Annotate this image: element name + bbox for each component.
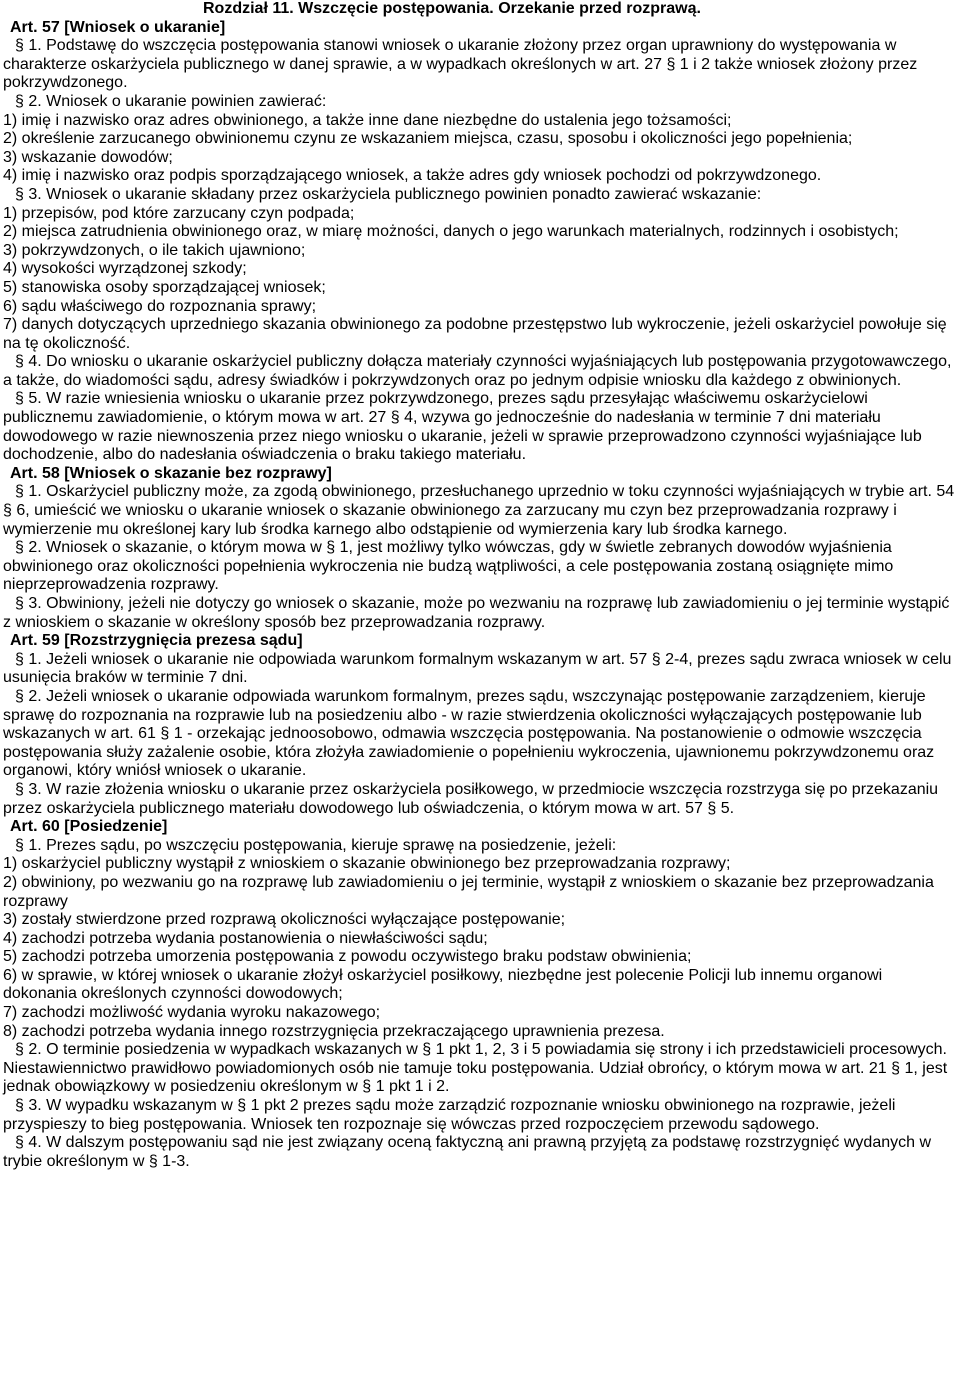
chapter-title: Rozdział 11. Wszczęcie postępowania. Orzekanie przed rozprawą.: [203, 0, 701, 17]
art60-paragraph-4: § 4. W dalszym postępowaniu sąd nie jest związany oceną faktyczną ani prawną przyjętą za podstawę rozstrzygnięć wydanych w trybie określonym w § 1-3.: [3, 1134, 932, 1170]
art60-p1-item: 8) zachodzi potrzeba wydania innego rozstrzygnięcia przekraczającego uprawnienia prezesa.: [3, 1022, 665, 1040]
article-57-title: Art. 57 [Wniosek o ukaranie]: [10, 18, 226, 36]
art60-p1-item: 1) oskarżyciel publiczny wystąpił z wnioskiem o skazanie obwinionego bez przeprowadzania rozprawy;: [3, 855, 731, 873]
art57-paragraph-1: § 1. Podstawę do wszczęcia postępowania stanowi wniosek o ukaranie złożony przez organ uprawniony do występowania w charakterze oskarżyciela publicznego w danej sprawie, a w wypadkach określonych w art. 27 § 1 i 2 także wniosek złożony przez pokrzywdzonego.: [3, 37, 918, 92]
art60-p1-item: 2) obwiniony, po wezwaniu go na rozprawę lub zawiadomieniu o jej terminie, wystąpił z wnioskiem o skazanie bez przeprowadzania rozprawy: [3, 873, 934, 910]
art60-p1-item: 7) zachodzi możliwość wydania wyroku nakazowego;: [3, 1004, 381, 1022]
art57-p2-item: 4) imię i nazwisko oraz podpis sporządzającego wniosek, a także adres gdy wniosek pochodzi od pokrzywdzonego.: [3, 167, 822, 185]
art57-paragraph-3: § 3. Wniosek o ukaranie składany przez oskarżyciela publicznego powinien ponadto zawierać wskazanie:: [15, 185, 762, 203]
article-58-title: Art. 58 [Wniosek o skazanie bez rozprawy]: [10, 464, 332, 482]
art60-p1-item: 3) zostały stwierdzone przed rozprawą okoliczności wyłączające postępowanie;: [3, 911, 566, 929]
art58-paragraph-2: § 2. Wniosek o skazanie, o którym mowa w § 1, jest możliwy tylko wówczas, gdy w świetle zebranych dowodów wyjaśnienia obwinionego oraz okoliczności popełnienia wykroczenia nie budzą wątpliwości, a cele postępowania zostaną osiągnięte mimo nieprzeprowadzenia rozprawy.: [3, 539, 894, 594]
art57-paragraph-2: § 2. Wniosek o ukaranie powinien zawierać:: [15, 92, 327, 110]
art57-p2-item: 2) określenie zarzucanego obwinionemu czynu ze wskazaniem miejsca, czasu, sposobu i okoliczności jego popełnienia;: [3, 130, 853, 148]
art57-p3-item: 6) sądu właściwego do rozpoznania sprawy;: [3, 297, 317, 315]
article-60-title: Art. 60 [Posiedzenie]: [10, 818, 168, 836]
art57-p2-item: 3) wskazanie dowodów;: [3, 148, 173, 166]
art58-paragraph-1: § 1. Oskarżyciel publiczny może, za zgodą obwinionego, przesłuchanego uprzednio w toku czynności wyjaśniających w trybie art. 54 § 6, umieścić we wniosku o ukaranie wniosek o skazanie obwinionego za zarzucany mu czyn bez przeprowadzania rozprawy i wymierzenie mu określonej kary lub środka karnego albo odstąpienie od wymierzenia kary lub środka karnego.: [3, 483, 955, 538]
art60-paragraph-1: § 1. Prezes sądu, po wszczęciu postępowania, kieruje sprawę na posiedzenie, jeżeli:: [15, 836, 617, 854]
art57-paragraph-5: § 5. W razie wniesienia wniosku o ukaranie przez pokrzywdzonego, prezes sądu przesyłając właściwemu oskarżycielowi publicznemu zawiadomienie, o którym mowa w art. 27 § 4, wzywa go jednocześnie do nadesłania w terminie 7 dni materiału dowodowego w razie niewnoszenia przez niego wniosku o ukaranie, jeżeli w sprawie przeprowadzono czynności wyjaśniające lub dochodzenie, albo do nadesłania oświadczenia o braku takiego materiału.: [3, 390, 922, 464]
article-59-title: Art. 59 [Rozstrzygnięcia prezesa sądu]: [10, 632, 303, 650]
art60-p1-item: 5) zachodzi potrzeba umorzenia postępowania z powodu oczywistego braku podstaw obwinienia;: [3, 948, 692, 966]
art57-p2-item: 1) imię i nazwisko oraz adres obwinionego, a także inne dane niezbędne do ustalenia jego tożsamości;: [3, 111, 732, 129]
art57-paragraph-4: § 4. Do wniosku o ukaranie oskarżyciel publiczny dołącza materiały czynności wyjaśniających lub postępowania przygotowawczego, a także, do wiadomości sądu, adresy świadków i pokrzywdzonych oraz po jednym odpisie wniosku dla każdego z obwinionych.: [3, 353, 952, 389]
art57-p3-item: 7) danych dotyczących uprzedniego skazania obwinionego za podobne przestępstwo lub wykroczenie, jeżeli oskarżyciel powołuje się na tę okoliczność.: [3, 316, 947, 352]
art59-paragraph-2: § 2. Jeżeli wniosek o ukaranie odpowiada warunkom formalnym, prezes sądu, wszczynając postępowanie zarządzeniem, kieruje sprawę do rozpoznania na rozprawie lub na posiedzeniu albo - w razie stwierdzenia okoliczności wyłączających postępowanie lub wskazanych w art. 61 § 1 - orzekając jednoosobowo, odmawia wszczęcia postępowania. Na postanowienie o odmowie wszczęcia postępowania służy zażalenie osobie, która złożyła zawiadomienie o popełnieniu wykroczenia, ujawnionemu pokrzywdzonemu oraz organowi, który wniósł wniosek o ukaranie.: [3, 687, 935, 780]
art60-p1-item: 4) zachodzi potrzeba wydania postanowienia o niewłaściwości sądu;: [3, 929, 488, 947]
art59-paragraph-1: § 1. Jeżeli wniosek o ukaranie nie odpowiada warunkom formalnym wskazanym w art. 57 § 2-4, prezes sądu zwraca wniosek w celu usunięcia braków w terminie 7 dni.: [3, 650, 952, 687]
art57-p3-item: 1) przepisów, pod które zarzucany czyn podpada;: [3, 204, 355, 222]
art58-paragraph-3: § 3. Obwiniony, jeżeli nie dotyczy go wniosek o skazanie, może po wezwaniu na rozprawę lub zawiadomieniu o jej terminie wystąpić z wnioskiem o skazanie w określony sposób bez przeprowadzania rozprawy.: [3, 595, 950, 631]
art60-paragraph-2: § 2. O terminie posiedzenia w wypadkach wskazanych w § 1 pkt 1, 2, 3 i 5 powiadamia się strony i ich przedstawicieli procesowych. Niestawiennictwo prawidłowo powiadomionych osób nie tamuje toku postępowania. Udział obrońcy, o którym mowa w art. 21 § 1, jest jednak obowiązkowy w posiedzeniu określonym w § 1 pkt 1 i 2.: [3, 1041, 948, 1096]
art57-p3-item: 5) stanowiska osoby sporządzającej wniosek;: [3, 278, 326, 296]
art60-p1-item: 6) w sprawie, w której wniosek o ukaranie złożył oskarżyciel posiłkowy, niezbędne jest polecenie Policji lub innemu organowi dokonania określonych czynności dowodowych;: [3, 966, 883, 1003]
art60-paragraph-3: § 3. W wypadku wskazanym w § 1 pkt 2 prezes sądu może zarządzić rozpoznanie wniosku obwinionego na rozprawie, jeżeli przyspieszy to bieg postępowania. Wniosek ten rozpoznaje się wówczas przed rozpoczęciem przewodu sądowego.: [3, 1097, 896, 1133]
art57-p3-item: 3) pokrzywdzonych, o ile takich ujawniono;: [3, 241, 306, 259]
art59-paragraph-3: § 3. W razie złożenia wniosku o ukaranie przez oskarżyciela posiłkowego, w przedmiocie wszczęcia rozstrzyga się po przekazaniu przez oskarżyciela publicznego materiału dowodowego lub oświadczenia, o którym mowa w art. 57 § 5.: [3, 780, 939, 817]
art57-p3-item: 2) miejsca zatrudnienia obwinionego oraz, w miarę możności, danych o jego warunkach materialnych, rodzinnych i osobistych;: [3, 223, 899, 241]
art57-p3-item: 4) wysokości wyrządzonej szkody;: [3, 260, 247, 278]
